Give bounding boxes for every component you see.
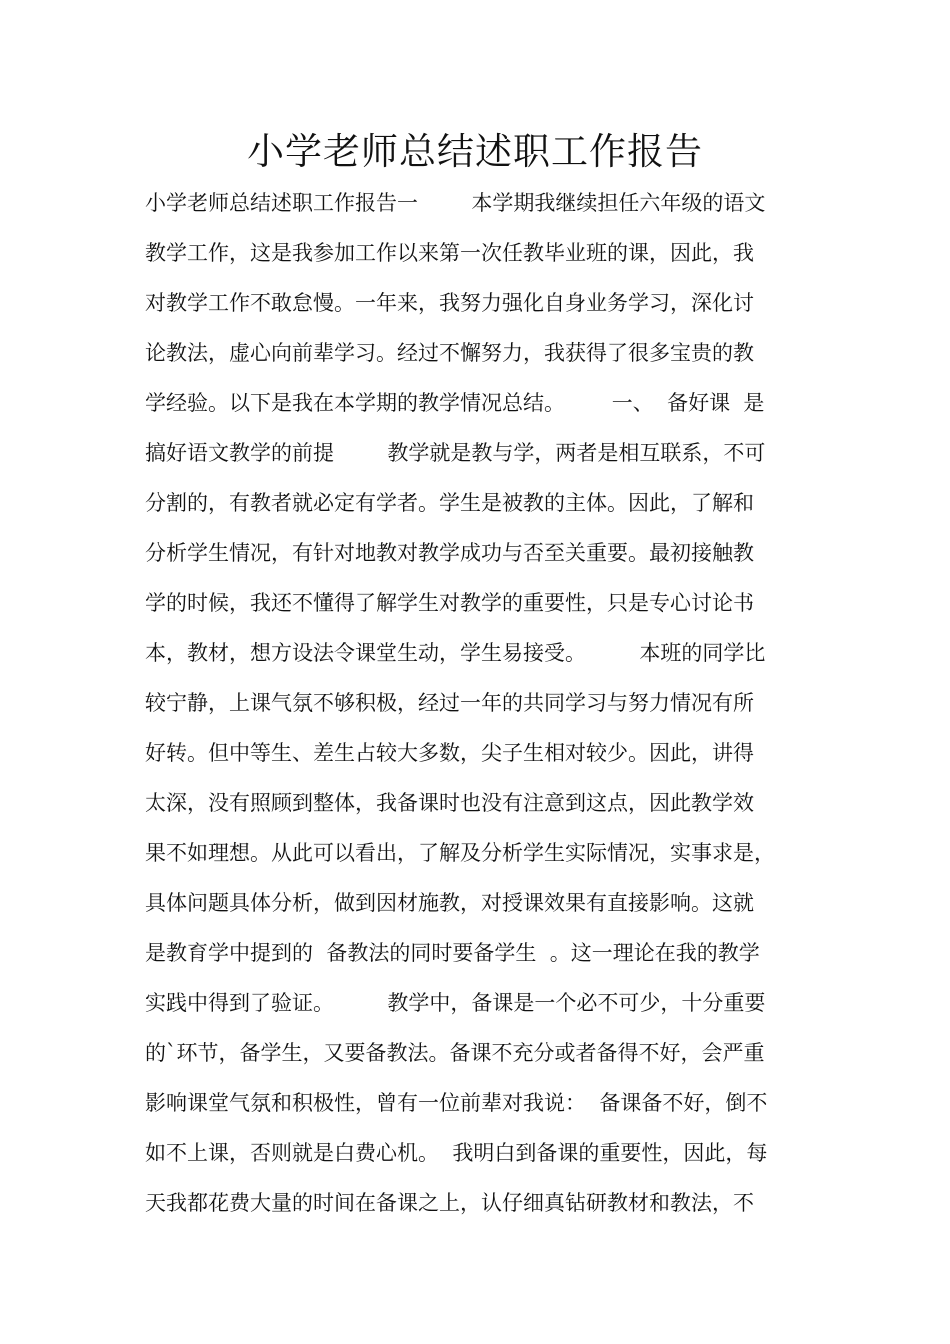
body-line: 搞好语文教学的前提 教学就是教与学，两者是相互联系，不可	[145, 441, 766, 465]
body-line: 太深，没有照顾到整体，我备课时也没有注意到这点，因此教学效	[145, 791, 754, 815]
body-line: 具体问题具体分析，做到因材施教，对授课效果有直接影响。这就	[145, 891, 754, 915]
body-line: 分割的，有教者就必定有学者。学生是被教的主体。因此，了解和	[145, 491, 754, 515]
body-line: 影响课堂气氛和积极性，曾有一位前辈对我说： 备课备不好，倒不	[145, 1091, 768, 1115]
body-line: 好转。但中等生、差生占较大多数，尖子生相对较少。因此，讲得	[145, 741, 754, 765]
body-line: 分析学生情况，有针对地教对教学成功与否至关重要。最初接触教	[145, 541, 754, 565]
body-line: 论教法，虚心向前辈学习。经过不懈努力，我获得了很多宝贵的教	[145, 341, 754, 365]
body-line: 的`环节，备学生，又要备教法。备课不充分或者备得不好，会严重	[145, 1041, 765, 1065]
body-line: 本，教材，想方设法令课堂生动，学生易接受。 本班的同学比	[145, 641, 766, 665]
body-line: 教学工作，这是我参加工作以来第一次任教毕业班的课，因此，我	[145, 241, 754, 265]
body-line: 天我都花费大量的时间在备课之上，认仔细真钻研教材和教法，不	[145, 1191, 754, 1215]
document-title: 小学老师总结述职工作报告	[247, 130, 703, 173]
document-body	[145, 181, 825, 1231]
body-line: 实践中得到了验证。 教学中，备课是一个必不可少，十分重要	[145, 991, 766, 1015]
body-line: 较宁静，上课气氛不够积极，经过一年的共同学习与努力情况有所	[145, 691, 754, 715]
body-line: 学的时候，我还不懂得了解学生对教学的重要性，只是专心讨论书	[145, 591, 754, 615]
body-line: 对教学工作不敢怠慢。一年来，我努力强化自身业务学习，深化讨	[145, 291, 754, 315]
body-line: 如不上课，否则就是白费心机。 我明白到备课的重要性，因此，每	[145, 1141, 768, 1165]
body-line: 果不如理想。从此可以看出，了解及分析学生实际情况，实事求是，	[145, 841, 775, 865]
body-line: 学经验。以下是我在本学期的教学情况总结。 一、 备好课 是	[145, 391, 765, 415]
body-line: 是教育学中提到的 备教法的同时要备学生 。这一理论在我的教学	[145, 941, 760, 965]
body-line: 小学老师总结述职工作报告一 本学期我继续担任六年级的语文	[145, 191, 766, 215]
